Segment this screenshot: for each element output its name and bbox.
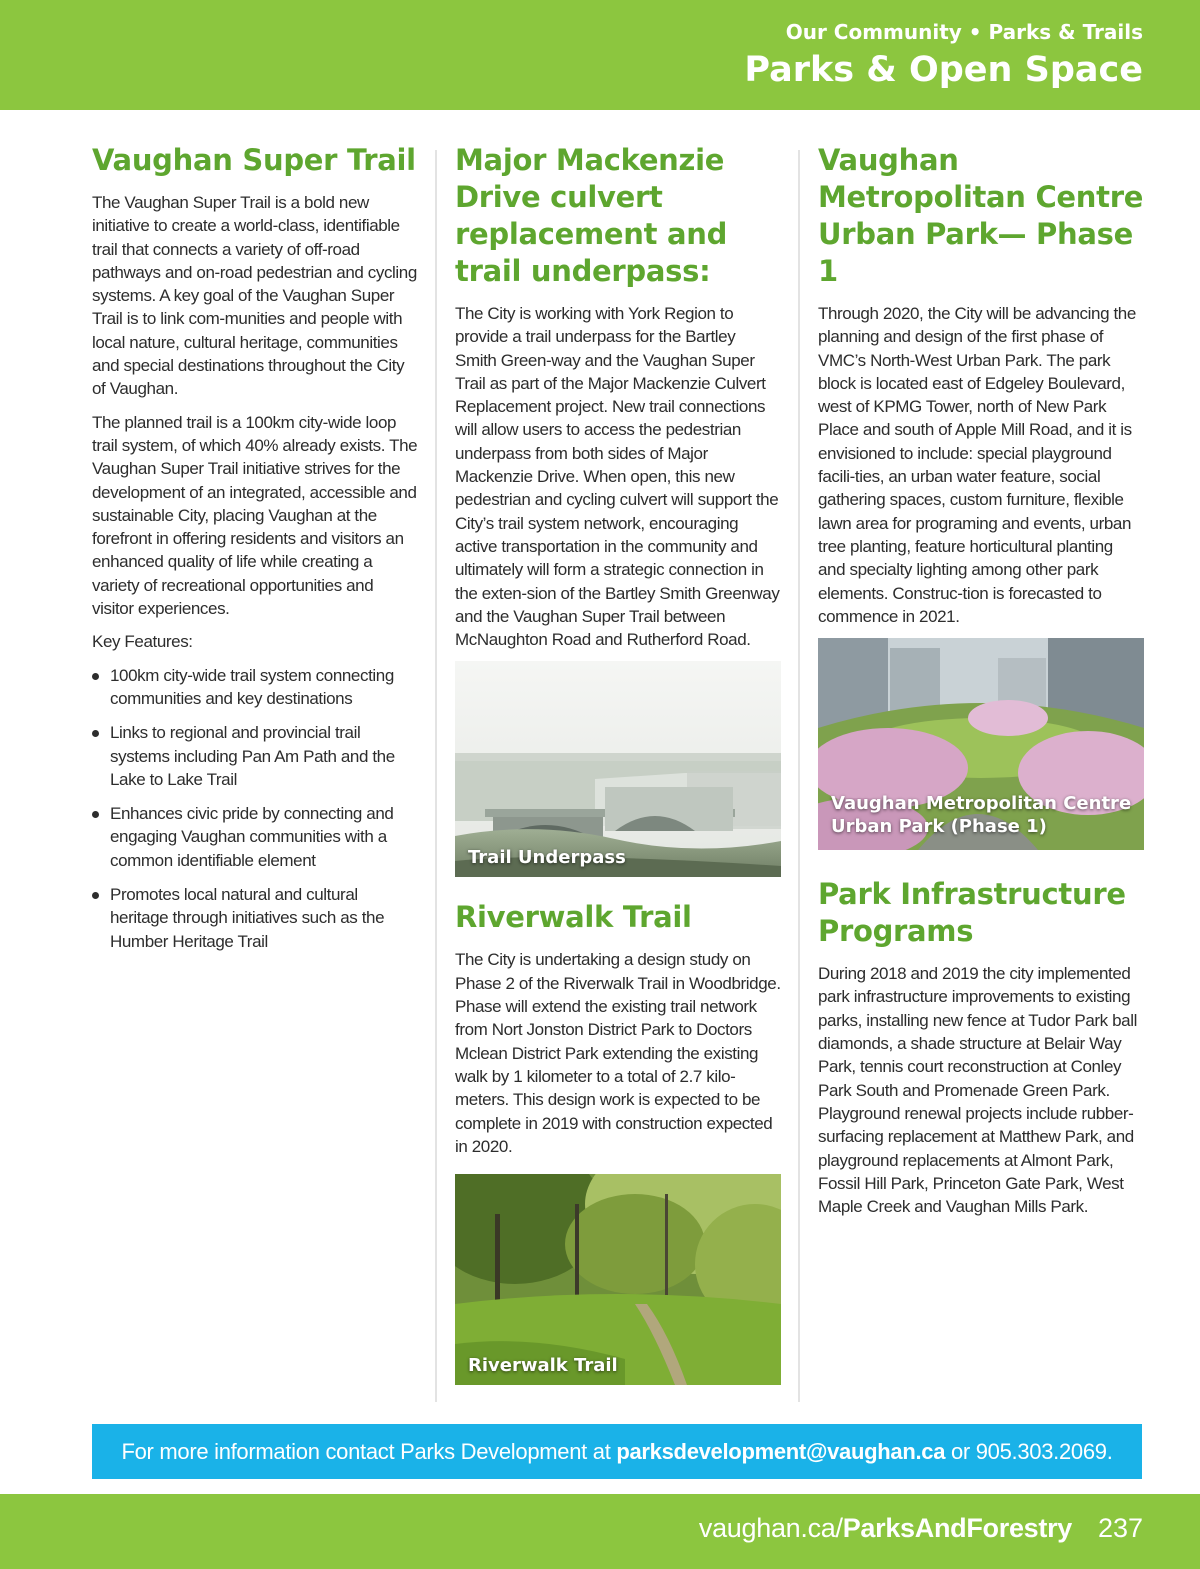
footer-url-link[interactable] xyxy=(699,1513,1072,1544)
photo-caption-line: Vaughan Metropolitan Centre xyxy=(831,793,1132,815)
super-trail-heading: Vaughan Super Trail xyxy=(92,143,416,177)
list-item xyxy=(92,721,418,791)
culvert-heading: Major Mackenzie Drive culvert replacement and trail underpass: xyxy=(455,143,728,288)
culvert-paragraph: The City is working with York Region to provide a trail underpass for the Bartley Smith Green-way and the Vaughan Super Trail as part of the Major Mackenzie Culvert Replacement project. New trail connections will allow users to access the pedestrian underpass from both sides of Major Mackenzie Drive. When open, this new pedestrian and cycling culvert will support the City’s trail system network, encouraging active transportation in the community and ultimately will form a strategic connection in the exten-sion of the Bartley Smith Greenway and the Vaughan Super Trail between McNaughton Road and Rutherford Road. xyxy=(455,304,780,650)
feature-text: Enhances civic pride by connecting and engaging Vaughan communities with a common identifiable element xyxy=(110,804,394,870)
infrastructure-heading: Park Infrastructure Programs xyxy=(818,877,1126,949)
underpass-illustration xyxy=(455,661,781,877)
page-title: Parks & Open Space xyxy=(744,50,1143,90)
feature-text: 100km city-wide trail system connecting communities and key destinations xyxy=(110,665,394,708)
riverwalk-photo xyxy=(455,1174,781,1385)
photo-caption xyxy=(831,792,1131,838)
bullet-icon xyxy=(92,673,99,680)
photo-caption-line: Urban Park (Phase 1) xyxy=(831,816,1047,838)
bullet-icon xyxy=(92,892,99,899)
riverwalk-heading: Riverwalk Trail xyxy=(455,900,692,935)
photo-caption: Riverwalk Trail xyxy=(468,1355,618,1377)
list-item xyxy=(92,883,418,953)
super-trail-paragraph-2: The planned trail is a 100km city-wide loop trail system, of which 40% already exists. The Vaughan Super Trail initiative strives for the development of an integrated, accessible and sustainable City, placing Vaughan at the forefront in offering residents and visitors an enhanced quality of life while creating a variety of recreational opportunities and visitor experiences. xyxy=(92,412,418,619)
vmc-urban-park-photo xyxy=(818,638,1144,850)
vmc-paragraph: Through 2020, the City will be advancing the planning and design of the first phase of VMC’s North-West Urban Park. The park block is located east of Edgeley Boulevard, west of KPMG Tower, north of New Park Place and south of Apple Mill Road, and it is envisioned to include: special playground facili-ties, an urban water feature, social gathering spaces, custom furniture, flexible lawn area for programing and events, urban tree planting, feature horticultural planting and specialty lighting among other park elements. Construc-tion is forecasted to commence in 2021. xyxy=(818,304,1136,626)
contact-prefix: For more information contact Parks Development at xyxy=(121,1439,617,1464)
photo-caption: Trail Underpass xyxy=(468,847,626,869)
section-kicker: Our Community • Parks & Trails xyxy=(785,20,1143,44)
riverwalk-paragraph: The City is undertaking a design study on Phase 2 of the Riverwalk Trail in Woodbridge. Phase will extend the existing trail network from Nort Jonston District Park to Doctors Mclean District Park extending the existing walk by 1 kilometer to a total of 2.7 kilo-meters. This design work is expected to be complete in 2019 with construction expected in 2020. xyxy=(455,950,781,1156)
contact-phone: 905.303.2069. xyxy=(975,1439,1113,1464)
key-features-label: Key Features: xyxy=(92,632,193,652)
list-item xyxy=(92,802,418,872)
column-vmc-infrastructure xyxy=(818,142,1144,1228)
page-number: 237 xyxy=(1097,1513,1143,1543)
footer-url-prefix: vaughan.ca/ xyxy=(698,1513,843,1543)
trail-underpass-photo xyxy=(455,661,781,877)
feature-text: Links to regional and provincial trail systems including Pan Am Path and the Lake to Lake Trail xyxy=(110,723,395,789)
vmc-heading: Vaughan Metropolitan Centre Urban Park— Phase 1 xyxy=(818,143,1144,288)
key-features-list xyxy=(92,664,418,953)
contact-middle: or xyxy=(945,1439,976,1464)
bullet-icon xyxy=(92,730,99,737)
super-trail-paragraph-1: The Vaughan Super Trail is a bold new initiative to create a world-class, identifiable trail that connects a variety of off-road pathways and on-road pedestrian and cycling systems. A key goal of the Vaughan Super Trail is to link com-munities and people with local nature, cultural heritage, communities and special destinations throughout the City of Vaughan. xyxy=(92,193,417,399)
feature-text: Promotes local natural and cultural heritage through initiatives such as the Humber Heritage Trail xyxy=(110,885,385,951)
column-divider xyxy=(435,150,437,1402)
column-culvert-riverwalk xyxy=(455,142,781,1385)
list-item xyxy=(92,664,418,711)
column-super-trail xyxy=(92,142,418,964)
infrastructure-paragraph: During 2018 and 2019 the city implemented park infrastructure improvements to existing parks, installing new fence at Tudor Park ball diamonds, a shade structure at Belair Way Park, tennis court reconstruction at Conley Park South and Promenade Green Park. Playground renewal projects include rubber-surfacing replacement at Matthew Park, and playground replacements at Almont Park, Fossil Hill Park, Princeton Gate Park, West Maple Creek and Vaughan Mills Park. xyxy=(818,964,1137,1217)
contact-banner xyxy=(92,1424,1142,1479)
footer-url-bold: ParksAndForestry xyxy=(842,1513,1072,1543)
column-divider xyxy=(798,150,800,1402)
bullet-icon xyxy=(92,811,99,818)
contact-email-link[interactable]: parksdevelopment@vaughan.ca xyxy=(616,1439,946,1464)
